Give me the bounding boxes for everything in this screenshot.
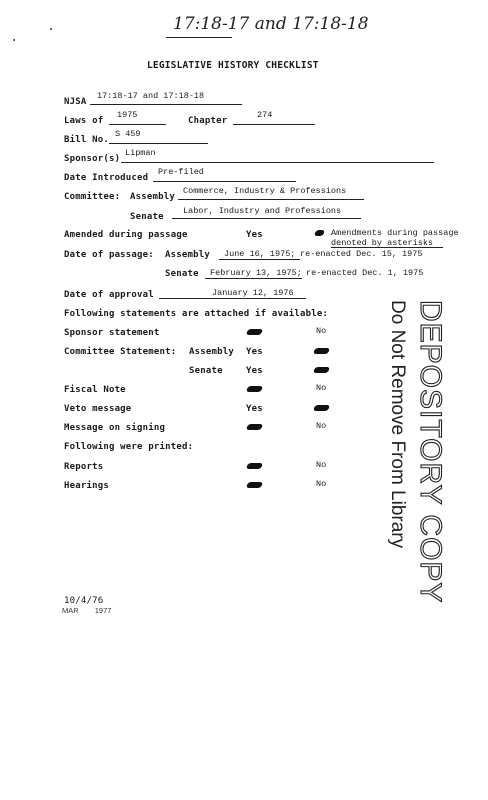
date-of-passage-label: Date of passage:	[64, 250, 154, 260]
date-introduced-value: Pre-filed	[158, 167, 204, 177]
amended-note-1: Amendments during passage	[331, 228, 459, 238]
date-introduced-label: Date Introduced	[64, 173, 149, 183]
passage-senate-reenacted: re-enacted Dec. 1, 1975	[306, 268, 424, 278]
amended-note-underline	[331, 247, 443, 248]
committee-senate-label: Senate	[130, 212, 164, 222]
depository-stamp-line2: Do Not Remove From Library	[387, 300, 408, 549]
bill-no-label: Bill No.	[64, 135, 109, 145]
njsa-label: NJSA	[64, 97, 87, 107]
laws-of-line	[109, 124, 166, 125]
message-on-signing-label: Message on signing	[64, 423, 166, 433]
committee-statement-senate-answer: Yes	[246, 366, 263, 376]
sponsor-statement-yes-redaction	[246, 329, 263, 335]
amended-no-redaction	[314, 230, 325, 236]
chapter-label: Chapter	[188, 116, 228, 126]
committee-statement-assembly-label: Assembly	[189, 347, 234, 357]
committee-assembly-value: Commerce, Industry & Professions	[183, 186, 347, 196]
reports-yes-redaction	[246, 463, 263, 469]
committee-statement-senate-label: Senate	[189, 366, 223, 376]
passage-assembly-reenacted: re-enacted Dec. 15, 1975	[300, 249, 423, 259]
date-of-approval-label: Date of approval	[64, 290, 154, 300]
depository-stamp-line1: DEPOSITORY COPY	[414, 300, 447, 604]
passage-senate-label: Senate	[165, 269, 199, 279]
fiscal-note-answer: No	[316, 383, 327, 393]
scan-speck	[13, 39, 15, 41]
date-introduced-line	[153, 181, 296, 182]
page-title: LEGISLATIVE HISTORY CHECKLIST	[147, 60, 319, 71]
veto-message-no-redaction	[313, 405, 330, 411]
bill-no-value: S 459	[115, 129, 141, 139]
amended-yes: Yes	[246, 230, 263, 240]
date-of-approval-value: January 12, 1976	[212, 288, 294, 298]
hearings-label: Hearings	[64, 481, 109, 491]
reports-label: Reports	[64, 462, 104, 472]
statements-heading: Following statements are attached if available:	[64, 309, 329, 319]
laws-of-value: 1975	[117, 110, 138, 120]
fiscal-note-yes-redaction	[246, 386, 263, 392]
sponsor-statement-label: Sponsor statement	[64, 328, 160, 338]
sponsor-line	[121, 162, 434, 163]
amended-label: Amended during passage	[64, 230, 188, 240]
committee-assembly-line	[178, 199, 364, 200]
chapter-line	[233, 124, 315, 125]
amended-note-2: denoted by asterisks	[331, 238, 434, 248]
bill-no-line	[109, 143, 208, 144]
passage-assembly-line	[219, 259, 300, 260]
handwritten-title-underline	[166, 37, 232, 38]
committee-statement-label: Committee Statement:	[64, 347, 177, 357]
veto-message-label: Veto message	[64, 404, 132, 414]
committee-statement-assembly-answer: Yes	[246, 347, 263, 357]
passage-assembly-label: Assembly	[165, 250, 210, 260]
footer-date-stamp: MAR 1977	[62, 606, 112, 615]
committee-assembly-label: Assembly	[130, 192, 175, 202]
hearings-answer: No	[316, 479, 327, 489]
message-on-signing-yes-redaction	[246, 424, 263, 430]
committee-senate-line	[172, 218, 361, 219]
passage-senate-value: February 13, 1975;	[210, 268, 302, 278]
chapter-value: 274	[257, 110, 273, 120]
passage-senate-line	[205, 278, 302, 279]
sponsor-statement-answer: No	[316, 326, 327, 336]
njsa-value: 17:18-17 and 17:18-18	[97, 91, 205, 101]
laws-of-label: Laws of	[64, 116, 104, 126]
date-of-approval-line	[159, 298, 306, 299]
sponsor-label: Sponsor(s)	[64, 154, 121, 164]
reports-answer: No	[316, 460, 327, 470]
committee-statement-senate-no-redaction	[313, 367, 330, 373]
sponsor-value: Lipman	[125, 148, 156, 158]
printed-heading: Following were printed:	[64, 442, 194, 452]
committee-label: Committee:	[64, 192, 121, 202]
hearings-yes-redaction	[246, 482, 263, 488]
fiscal-note-label: Fiscal Note	[64, 385, 126, 395]
scan-speck	[50, 28, 52, 30]
committee-senate-value: Labor, Industry and Professions	[183, 206, 342, 216]
handwritten-title: 17:18-17 and 17:18-18	[173, 14, 369, 34]
message-on-signing-answer: No	[316, 421, 327, 431]
footer-date-typed: 10/4/76	[64, 596, 104, 606]
njsa-line	[90, 104, 242, 105]
committee-statement-assembly-no-redaction	[313, 348, 330, 354]
passage-assembly-value: June 16, 1975;	[224, 249, 296, 259]
veto-message-answer: Yes	[246, 404, 263, 414]
